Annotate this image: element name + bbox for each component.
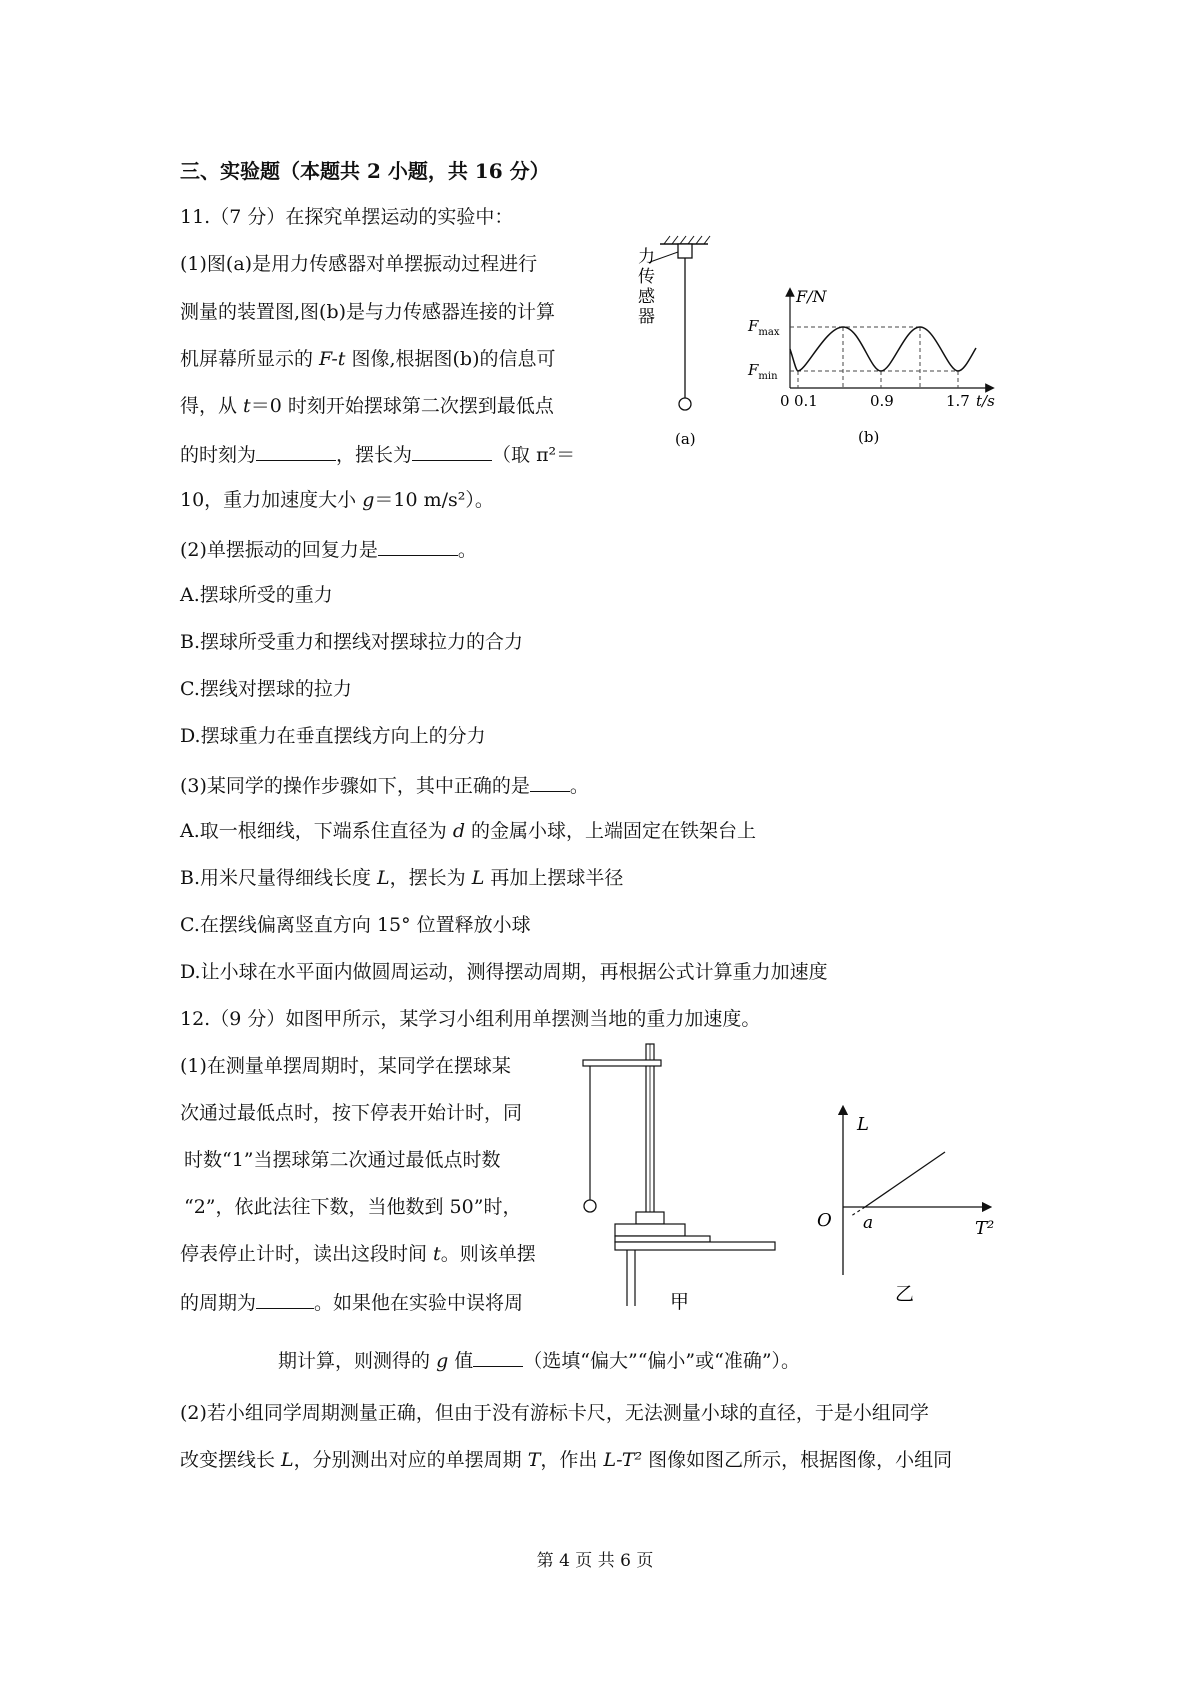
svg-text:F/N xyxy=(795,287,827,306)
q12-p1-line6: 的周期为 。如果他在实验中误将周 xyxy=(180,1288,523,1316)
figure-jia-pendulum-stand xyxy=(575,1040,795,1310)
sensor-label-4: 器 xyxy=(638,307,655,327)
q12-p1-line5: 停表停止计时，读出这段时间 t。则该单摆 xyxy=(180,1243,536,1265)
x-axis-label: T² xyxy=(975,1218,995,1239)
x-tick-0-9: 0.9 xyxy=(870,392,894,410)
q11-p3-stem: (3)某同学的操作步骤如下，其中正确的是 。 xyxy=(180,771,589,799)
answer-blank[interactable] xyxy=(378,535,458,556)
figure-a-pendulum xyxy=(620,232,720,452)
intercept-a-label: a xyxy=(863,1213,874,1233)
figure-b-caption: (b) xyxy=(858,428,880,446)
f-min-label: F xyxy=(748,361,759,379)
answer-blank[interactable] xyxy=(530,771,570,792)
q11-p1-line2: 测量的装置图,图(b)是与力传感器连接的计算 xyxy=(180,301,556,323)
figure-yi-caption: 乙 xyxy=(895,1283,915,1305)
q11-p1-line5: 的时刻为 ，摆长为 （取 π²＝ xyxy=(180,440,575,468)
q11-p3-option-a: A.取一根细线，下端系住直径为 d 的金属小球，上端固定在铁架台上 xyxy=(180,820,757,842)
origin-label: O xyxy=(817,1210,832,1231)
sensor-label-3: 感 xyxy=(638,287,655,307)
q11-p3-option-c: C.在摆线偏离竖直方向 15° 位置释放小球 xyxy=(180,914,531,936)
f-min-subscript: min xyxy=(758,371,778,382)
f-max-label: F xyxy=(748,317,759,335)
q12-p2-line1: (2)若小组同学周期测量正确，但由于没有游标卡尺，无法测量小球的直径，于是小组同学 xyxy=(180,1402,929,1424)
answer-blank[interactable] xyxy=(256,440,336,461)
x-tick-0-1: 0.1 xyxy=(794,392,818,410)
q12-p1-line4: “2”，依此法往下数，当他数到 50”时， xyxy=(184,1196,522,1218)
q11-p1-line4: 得，从 t＝0 时刻开始摆球第二次摆到最低点 xyxy=(180,395,554,417)
q12-p1-line7: 期计算，则测得的 g 值 （选填“偏大”“偏小”或“准确”）。 xyxy=(278,1346,800,1374)
svg-text:Fmin xyxy=(747,361,778,382)
q11-p3-option-d: D.让小球在水平面内做圆周运动，测得摆动周期，再根据公式计算重力加速度 xyxy=(180,961,828,983)
figure-a-caption: (a) xyxy=(675,430,696,448)
sensor-label-2: 传 xyxy=(638,267,655,287)
page-footer: 第 4 页 共 6 页 xyxy=(536,1551,654,1571)
svg-text:Fmax xyxy=(747,317,780,338)
x-tick-1-7: 1.7 xyxy=(946,392,970,410)
figure-jia-caption: 甲 xyxy=(670,1291,690,1310)
q11-p1-line6: 10，重力加速度大小 g＝10 m/s²）。 xyxy=(180,489,494,511)
sensor-label-1: 力 xyxy=(638,247,655,267)
x-axis-label: t/s xyxy=(976,392,995,410)
q11-p2-option-c: C.摆线对摆球的拉力 xyxy=(180,678,352,700)
q12-p1-line1: (1)在测量单摆周期时，某同学在摆球某 xyxy=(180,1055,511,1077)
answer-blank[interactable] xyxy=(256,1288,314,1309)
q11-p2-stem: (2)单摆振动的回复力是 。 xyxy=(180,535,477,563)
q11-p2-option-a: A.摆球所受的重力 xyxy=(180,584,333,606)
q12-p2-line2: 改变摆线长 L，分别测出对应的单摆周期 T，作出 L-T² 图像如图乙所示，根据图像，小组同 xyxy=(180,1449,953,1471)
y-axis-label: L xyxy=(857,1114,869,1135)
q11-p1-line3: 机屏幕所显示的 F-t 图像,根据图(b)的信息可 xyxy=(180,348,556,370)
q11-p2-option-d: D.摆球重力在垂直摆线方向上的分力 xyxy=(180,725,486,747)
figure-yi-l-t2-graph xyxy=(815,1100,1015,1310)
section-title: 三、实验题（本题共 2 小题，共 16 分） xyxy=(180,159,550,183)
x-tick-0: 0 xyxy=(780,392,790,410)
y-axis-label: F/N xyxy=(796,287,827,306)
q11-p2-option-b: B.摆球所受重力和摆线对摆球拉力的合力 xyxy=(180,631,524,653)
q11-stem: 11.（7 分）在探究单摆运动的实验中： xyxy=(180,206,514,228)
answer-blank[interactable] xyxy=(412,440,492,461)
f-max-subscript: max xyxy=(758,327,780,338)
q12-p1-line2: 次通过最低点时，按下停表开始计时，同 xyxy=(180,1102,523,1124)
figure-b-force-time-graph xyxy=(740,278,1010,458)
q11-p3-option-b: B.用米尺量得细线长度 L，摆长为 L 再加上摆球半径 xyxy=(180,867,624,889)
q12-p1-line3: 时数“1”当摆球第二次通过最低点时数 xyxy=(184,1149,501,1171)
answer-blank[interactable] xyxy=(473,1346,523,1367)
q12-stem: 12.（9 分）如图甲所示，某学习小组利用单摆测当地的重力加速度。 xyxy=(180,1008,761,1030)
q11-p1-line1: (1)图(a)是用力传感器对单摆振动过程进行 xyxy=(180,253,538,275)
